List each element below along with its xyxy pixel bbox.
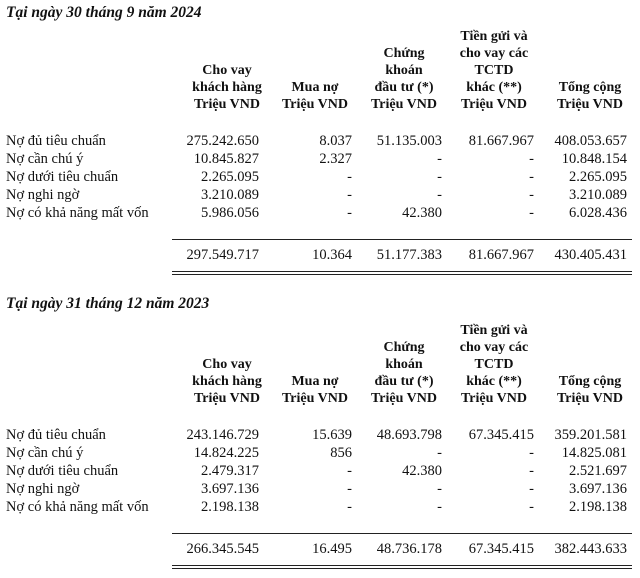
row-label: Nợ nghi ngờ	[6, 187, 80, 203]
column-header-securities: Chứng khoán đầu tư (*) Triệu VND	[371, 340, 437, 406]
total-loans: 266.345.545	[186, 541, 259, 557]
row-label: Nợ cần chú ý	[6, 151, 84, 167]
cell-deposits: -	[529, 463, 534, 479]
row-label: Nợ dưới tiêu chuẩn	[6, 169, 119, 185]
cell-deposits: -	[529, 187, 534, 203]
cell-debt-purchase: -	[347, 499, 352, 515]
cell-loans: 10.845.827	[193, 151, 259, 167]
cell-securities: -	[437, 151, 442, 167]
total-debt-purchase: 10.364	[312, 247, 352, 263]
cell-debt-purchase: 856	[330, 445, 352, 461]
cell-total: 10.848.154	[561, 151, 627, 167]
cell-total: 3.210.089	[569, 187, 627, 203]
total-total: 382.443.633	[554, 541, 627, 557]
cell-securities: 42.380	[402, 463, 442, 479]
cell-deposits: 81.667.967	[468, 133, 534, 149]
total-divider-bottom	[172, 271, 632, 272]
column-header-deposits-credit-institutions: Tiền gửi và cho vay các TCTD khác (**) Triệu VND	[459, 29, 529, 112]
cell-debt-purchase: -	[347, 463, 352, 479]
total-divider-bottom-double	[172, 274, 632, 275]
row-label: Nợ có khả năng mất vốn	[6, 499, 149, 515]
cell-securities: -	[437, 169, 442, 185]
cell-securities: -	[437, 481, 442, 497]
cell-securities: -	[437, 445, 442, 461]
row-label: Nợ có khả năng mất vốn	[6, 205, 149, 221]
cell-loans: 2.265.095	[201, 169, 259, 185]
total-deposits: 81.667.967	[468, 247, 534, 263]
row-label: Nợ đủ tiêu chuẩn	[6, 133, 106, 149]
cell-loans: 5.986.056	[201, 205, 259, 221]
cell-total: 2.198.138	[569, 499, 627, 515]
cell-debt-purchase: -	[347, 187, 352, 203]
cell-securities: 48.693.798	[376, 427, 442, 443]
cell-deposits: -	[529, 151, 534, 167]
cell-total: 6.028.436	[569, 205, 627, 221]
cell-loans: 3.697.136	[201, 481, 259, 497]
total-divider-bottom	[172, 565, 632, 566]
row-label: Nợ cần chú ý	[6, 445, 84, 461]
total-securities: 48.736.178	[376, 541, 442, 557]
cell-total: 2.265.095	[569, 169, 627, 185]
cell-loans: 275.242.650	[186, 133, 259, 149]
cell-debt-purchase: 15.639	[312, 427, 352, 443]
total-debt-purchase: 16.495	[312, 541, 352, 557]
cell-loans: 243.146.729	[186, 427, 259, 443]
row-label: Nợ dưới tiêu chuẩn	[6, 463, 119, 479]
cell-debt-purchase: 2.327	[319, 151, 352, 167]
cell-loans: 2.479.317	[201, 463, 259, 479]
total-divider-top	[172, 239, 632, 240]
row-label: Nợ nghi ngờ	[6, 481, 80, 497]
total-loans: 297.549.717	[186, 247, 259, 263]
cell-securities: 51.135.003	[376, 133, 442, 149]
section-title: Tại ngày 30 tháng 9 năm 2024	[6, 4, 202, 21]
cell-loans: 14.824.225	[193, 445, 259, 461]
total-total: 430.405.431	[554, 247, 627, 263]
cell-deposits: -	[529, 205, 534, 221]
column-header-debt-purchase: Mua nợ Triệu VND	[282, 374, 348, 406]
column-header-debt-purchase: Mua nợ Triệu VND	[282, 80, 348, 112]
column-header-loans: Cho vay khách hàng Triệu VND	[192, 63, 262, 112]
total-deposits: 67.345.415	[468, 541, 534, 557]
column-header-deposits-credit-institutions: Tiền gửi và cho vay các TCTD khác (**) Triệu VND	[459, 323, 529, 406]
column-header-total: Tổng cộng Triệu VND	[557, 80, 623, 112]
cell-debt-purchase: -	[347, 205, 352, 221]
cell-deposits: -	[529, 445, 534, 461]
cell-deposits: -	[529, 499, 534, 515]
cell-securities: -	[437, 187, 442, 203]
cell-deposits: -	[529, 169, 534, 185]
total-divider-bottom-double	[172, 568, 632, 569]
cell-total: 3.697.136	[569, 481, 627, 497]
cell-deposits: 67.345.415	[468, 427, 534, 443]
cell-total: 14.825.081	[561, 445, 627, 461]
cell-total: 408.053.657	[554, 133, 627, 149]
cell-debt-purchase: 8.037	[319, 133, 352, 149]
cell-loans: 3.210.089	[201, 187, 259, 203]
column-header-loans: Cho vay khách hàng Triệu VND	[192, 357, 262, 406]
cell-securities: 42.380	[402, 205, 442, 221]
total-securities: 51.177.383	[376, 247, 442, 263]
cell-total: 359.201.581	[554, 427, 627, 443]
total-divider-top	[172, 533, 632, 534]
section-title: Tại ngày 31 tháng 12 năm 2023	[6, 295, 210, 312]
cell-total: 2.521.697	[569, 463, 627, 479]
cell-loans: 2.198.138	[201, 499, 259, 515]
cell-debt-purchase: -	[347, 169, 352, 185]
column-header-total: Tổng cộng Triệu VND	[557, 374, 623, 406]
cell-deposits: -	[529, 481, 534, 497]
column-header-securities: Chứng khoán đầu tư (*) Triệu VND	[371, 46, 437, 112]
row-label: Nợ đủ tiêu chuẩn	[6, 427, 106, 443]
cell-debt-purchase: -	[347, 481, 352, 497]
cell-securities: -	[437, 499, 442, 515]
